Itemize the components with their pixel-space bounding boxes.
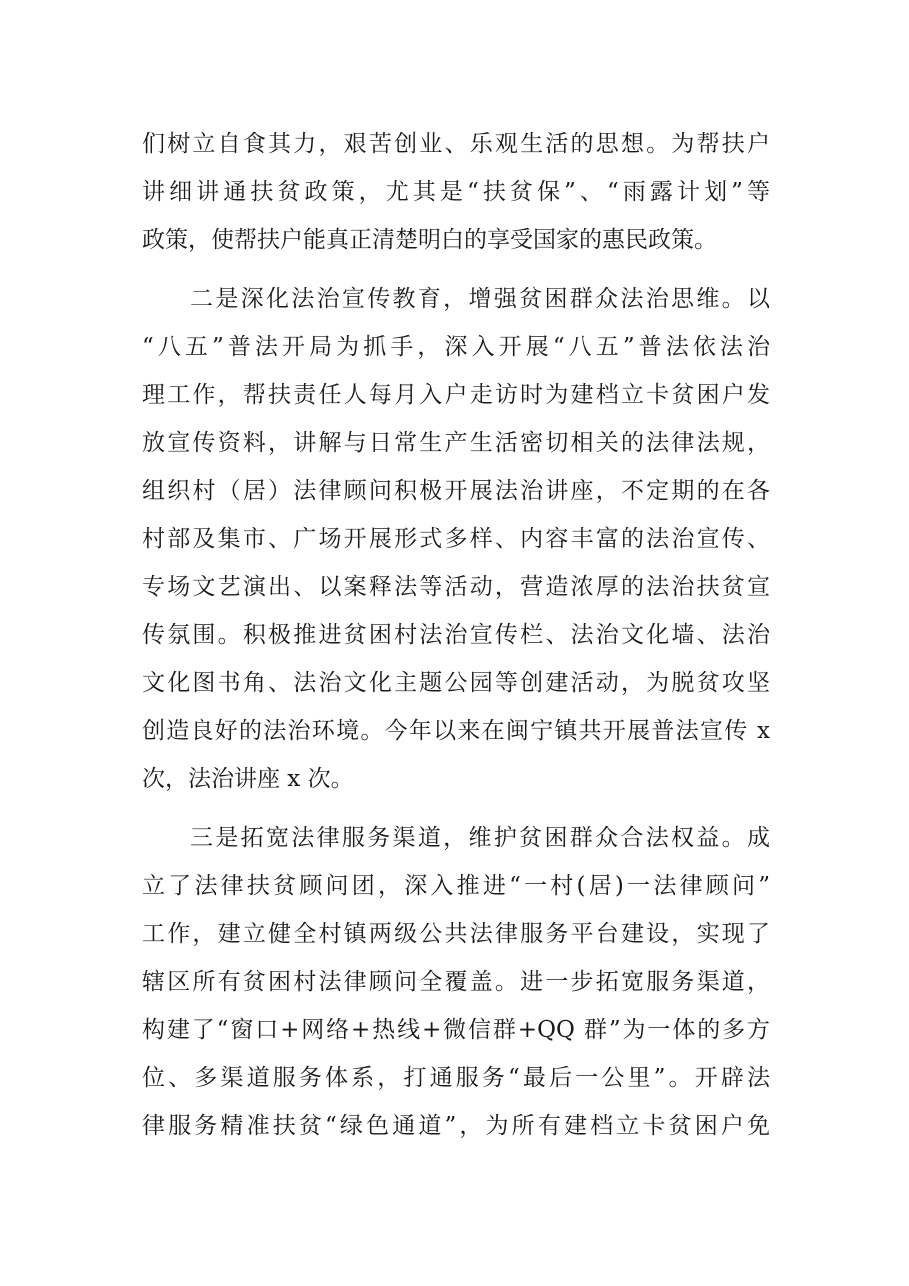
text-line: 政策，使帮扶户能真正清楚明白的享受国家的惠民政策。 xyxy=(142,227,717,253)
text-line: 理工作，帮扶责任人每月入户走访时为建档立卡贫困户发 xyxy=(142,382,770,408)
text-line: 文化图书角、法治文化主题公园等创建活动，为脱贫攻坚 xyxy=(142,670,770,696)
paragraph-start-line: 二是深化法治宣传教育，增强贫困群众法治思维。以 xyxy=(190,286,770,312)
text-line: 次，法治讲座 x 次。 xyxy=(142,766,354,792)
paragraph-start-line: 三是拓宽法律服务渠道，维护贫困群众合法权益。成 xyxy=(190,825,770,851)
text-line: 们树立自食其力，艰苦创业、乐观生活的思想。为帮扶户 xyxy=(142,131,770,157)
text-line: 工作，建立健全村镇两级公共法律服务平台建设，实现了 xyxy=(142,921,770,947)
text-line: 立了法律扶贫顾问团，深入推进“一村(居)一法律顾问” xyxy=(142,873,770,899)
text-line: 村部及集市、广场开展形式多样、内容丰富的法治宣传、 xyxy=(142,526,770,552)
text-line: 专场文艺演出、以案释法等活动，营造浓厚的法治扶贫宣 xyxy=(142,574,770,600)
text-line: 讲细讲通扶贫政策，尤其是“扶贫保”、“雨露计划”等 xyxy=(142,179,770,205)
text-line: 创造良好的法治环境。今年以来在闽宁镇共开展普法宣传 x xyxy=(142,718,770,744)
text-line: 放宣传资料，讲解与日常生产生活密切相关的法律法规， xyxy=(142,430,770,456)
text-line: 组织村（居）法律顾问积极开展法治讲座，不定期的在各 xyxy=(142,478,770,504)
text-line: “八五”普法开局为抓手，深入开展“八五”普法依法治 xyxy=(142,334,770,360)
text-line: 律服务精准扶贫“绿色通道”，为所有建档立卡贫困户免 xyxy=(142,1113,770,1139)
text-line: 传氛围。积极推进贫困村法治宣传栏、法治文化墙、法治 xyxy=(142,622,770,648)
text-line: 辖区所有贫困村法律顾问全覆盖。进一步拓宽服务渠道， xyxy=(142,969,770,995)
text-line: 位、多渠道服务体系，打通服务“最后一公里”。开辟法 xyxy=(142,1065,770,1091)
text-line: 构建了“窗口+网络+热线+微信群+QQ 群”为一体的多方 xyxy=(142,1017,770,1043)
